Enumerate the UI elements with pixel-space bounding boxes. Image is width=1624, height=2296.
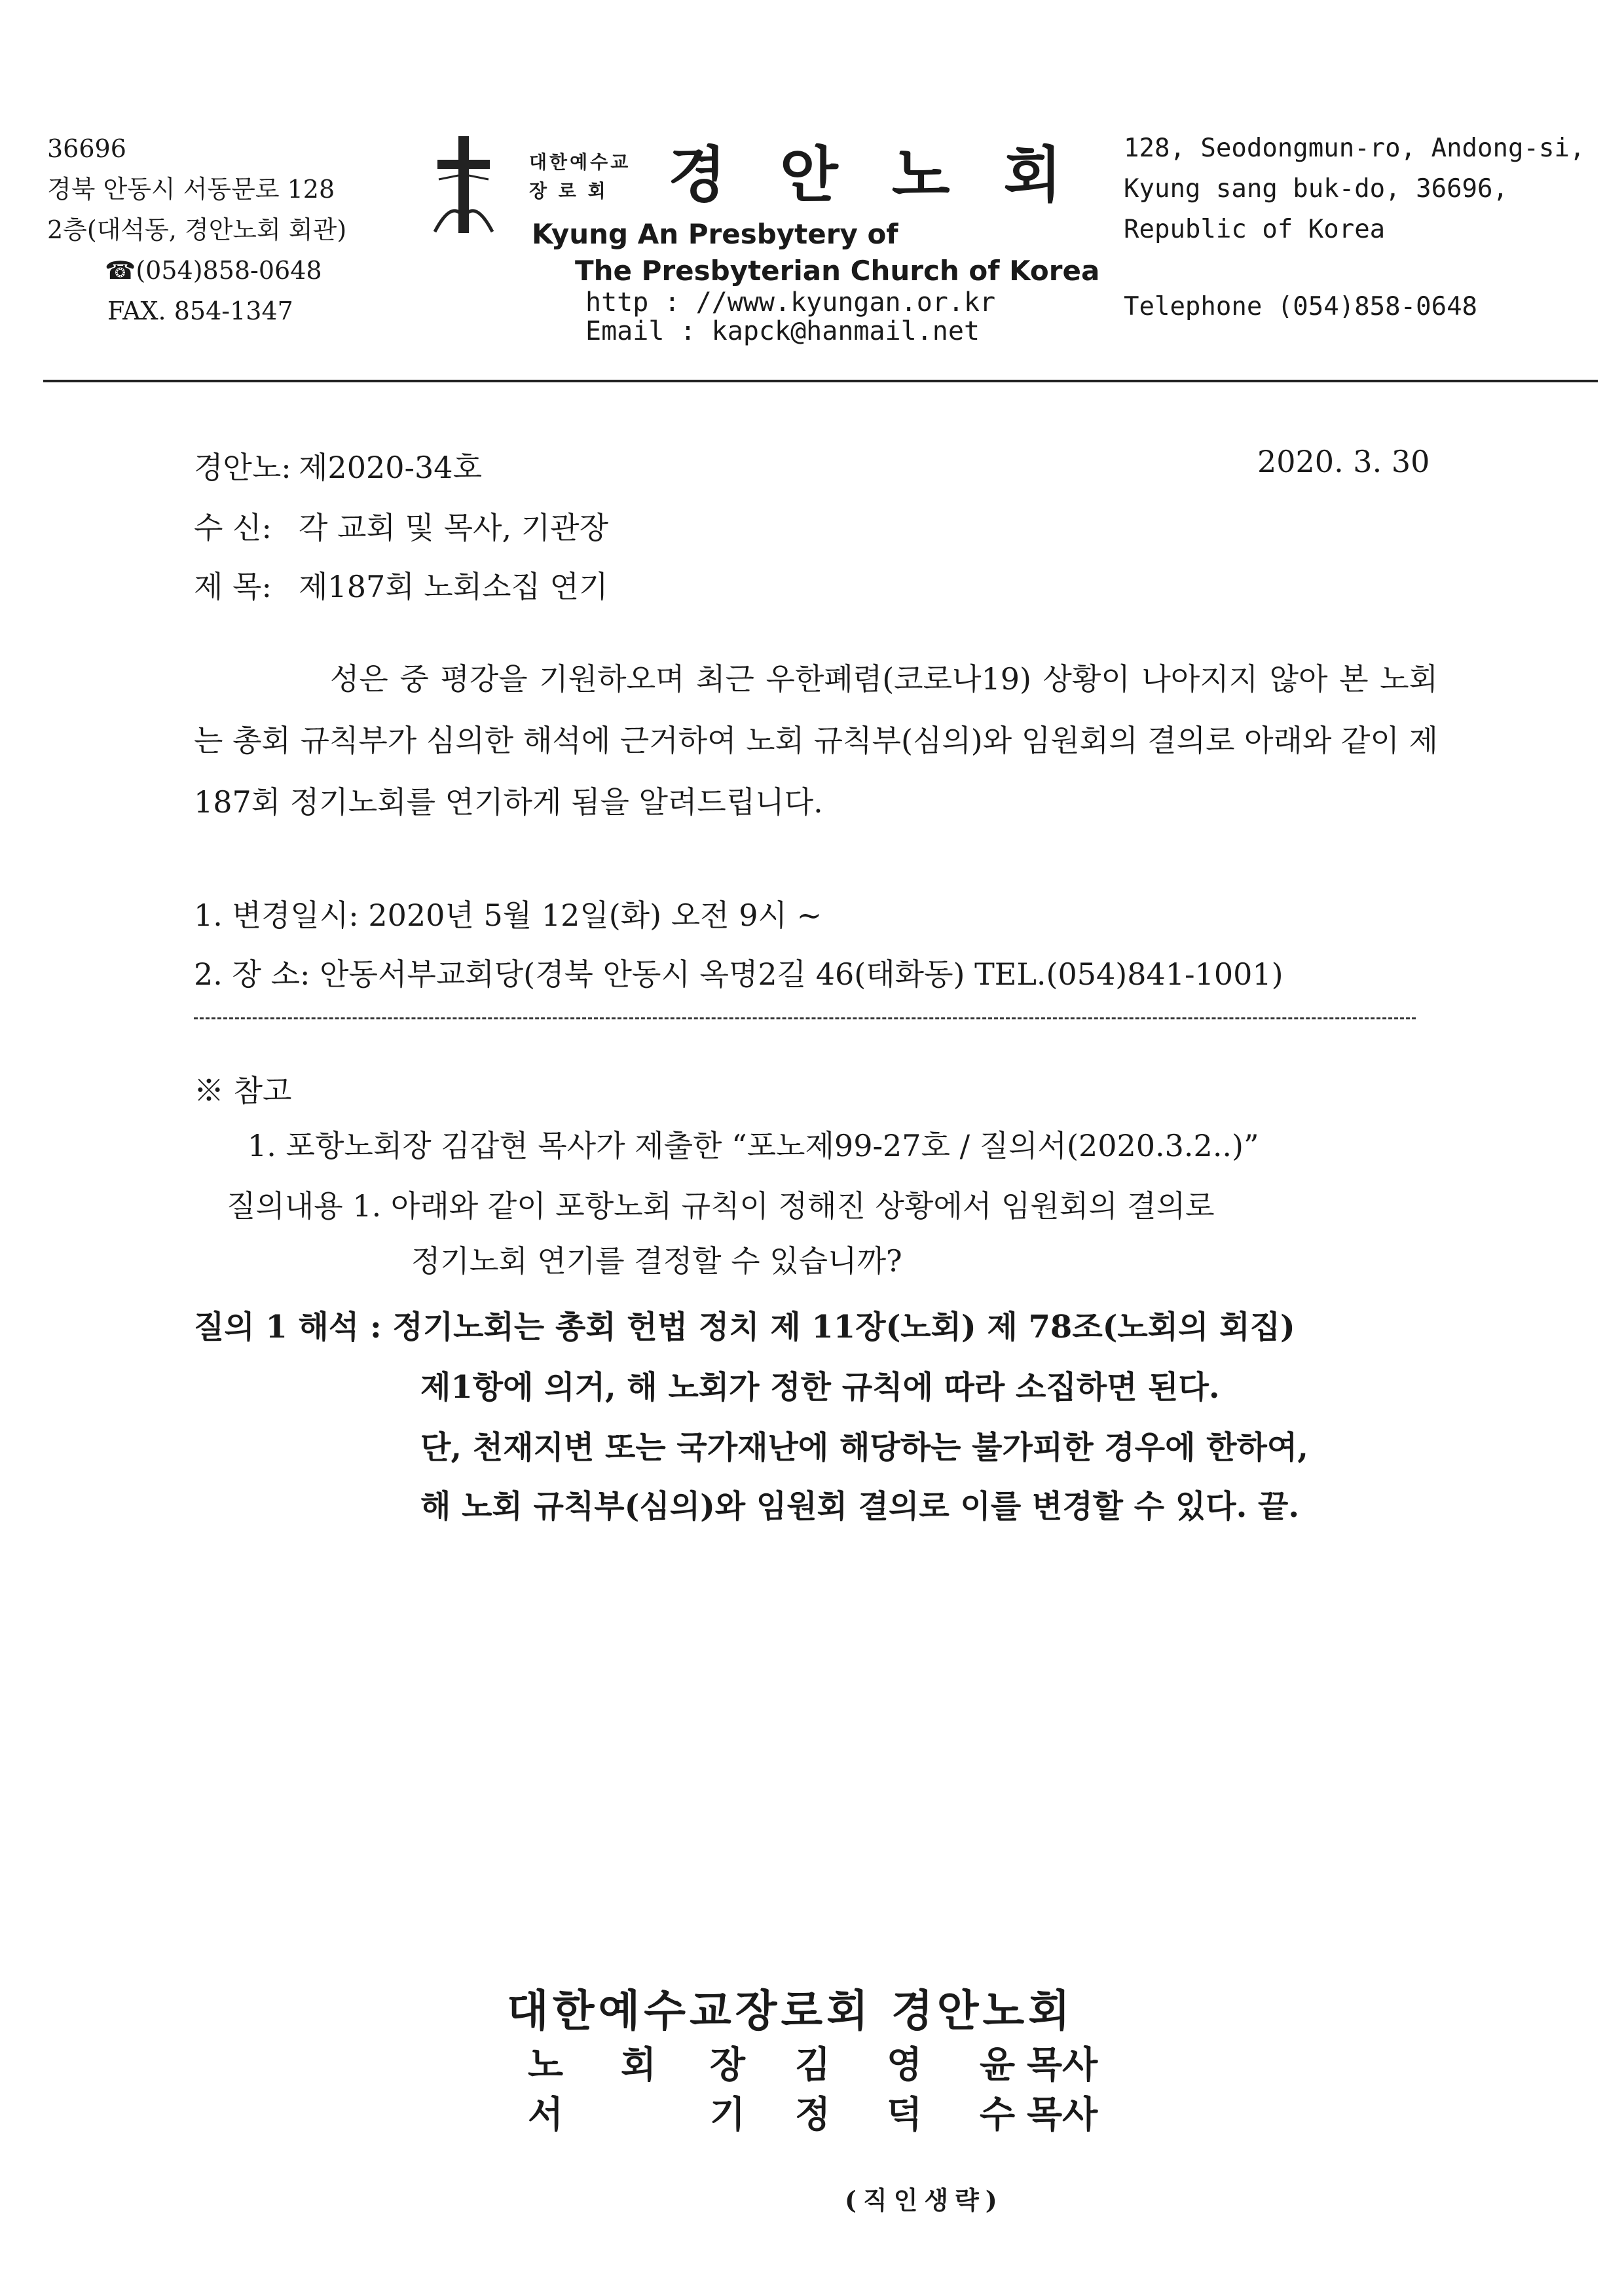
address-line: 경북 안동시 서동문로 128: [47, 175, 335, 204]
note-heading: ※ 참고: [194, 1073, 292, 1108]
org-small-label: 대한예수교 장 로 회: [529, 151, 631, 202]
body-paragraph: 성은 중 평강을 기원하오며 최근 우한폐렴(코로나19) 상황이 나아지지 않아 본 노회는 총회 규칙부가 심의한 해석에 근거하여 노회 규칙부(심의)와 임원회의 결의로 아래와 같이 제187회 정기노회를 연기하게 됨을 알려드립니다.: [194, 661, 1438, 820]
doc-number: 제2020-34호: [299, 450, 483, 485]
doc-date: 2020. 3. 30: [1257, 444, 1430, 479]
org-english-name: Kyung An Presbytery of The Presbyterian Church of Korea: [532, 218, 1100, 287]
address-line: 2층(대석동, 경안노회 회관): [47, 215, 347, 244]
item-datetime: 1. 변경일시: 2020년 5월 12일(화) 오전 9시 ~: [194, 898, 822, 933]
doc-number-label: 경안노:: [194, 450, 291, 485]
question-line: 정기노회 연기를 결정할 수 있습니까?: [411, 1243, 902, 1279]
website: http : //www.kyungan.or.kr: [585, 287, 996, 318]
recipient-label: 수 신:: [194, 510, 272, 545]
seal-omitted-note: (직인생략): [845, 2185, 1004, 2215]
answer-line: 제1항에 의거, 해 노회가 정한 규칙에 따라 소집하면 된다.: [420, 1369, 1220, 1406]
signature-clerk: 서 기 정 덕 수 목사: [528, 2093, 1098, 2136]
sender-address: [47, 128, 346, 331]
subject: 제187회 노회소집 연기: [299, 569, 608, 604]
org-title: 경안노회: [668, 139, 1116, 210]
contact-web: [585, 288, 995, 346]
answer-line: 질의 1 해석 : 정기노회는 총회 헌법 정치 제 11장(노회) 제 78조(노회의 회집): [194, 1309, 1295, 1345]
subject-row: [194, 563, 608, 606]
answer-line: 단, 천재지변 또는 국가재난에 해당하는 불가피한 경우에 한하여,: [420, 1429, 1308, 1466]
email: Email : kapck@hanmail.net: [585, 316, 980, 346]
phone: ☎(054)858-0648: [105, 256, 322, 285]
answer-line: 해 노회 규칙부(심의)와 임원회 결의로 이를 변경할 수 있다. 끝.: [420, 1488, 1300, 1525]
english-address: 128, Seodongmun-ro, Andong-si, Kyung sang buk-do, 36696, Republic of Korea: [1124, 134, 1585, 244]
english-telephone: Telephone (054)858-0648: [1124, 292, 1478, 321]
note-reference: 1. 포항노회장 김갑현 목사가 제출한 “포노제99-27호 / 질의서(2020.3.2..)”: [248, 1128, 1259, 1163]
header-divider: [43, 380, 1598, 382]
dashed-divider: [194, 1017, 1416, 1019]
recipient: 각 교회 및 목사, 기관장: [299, 510, 609, 545]
recipient-row: [194, 504, 608, 547]
signature-moderator: 노 회 장 김 영 윤 목사: [528, 2043, 1098, 2086]
cross-logo-icon: [432, 134, 495, 238]
fax: FAX. 854-1347: [107, 297, 293, 325]
item-place: 2. 장 소: 안동서부교회당(경북 안동시 옥명2길 46(태화동) TEL.(054)841-1001): [194, 957, 1283, 992]
subject-label: 제 목:: [194, 569, 272, 604]
question-line: 질의내용 1. 아래와 같이 포항노회 규칙이 정해진 상황에서 임원회의 결의로: [227, 1188, 1215, 1224]
signature-org: 대한예수교장로회 경안노회: [507, 1985, 1075, 2036]
postal-code: 36696: [47, 134, 126, 163]
doc-number-row: [194, 444, 482, 487]
